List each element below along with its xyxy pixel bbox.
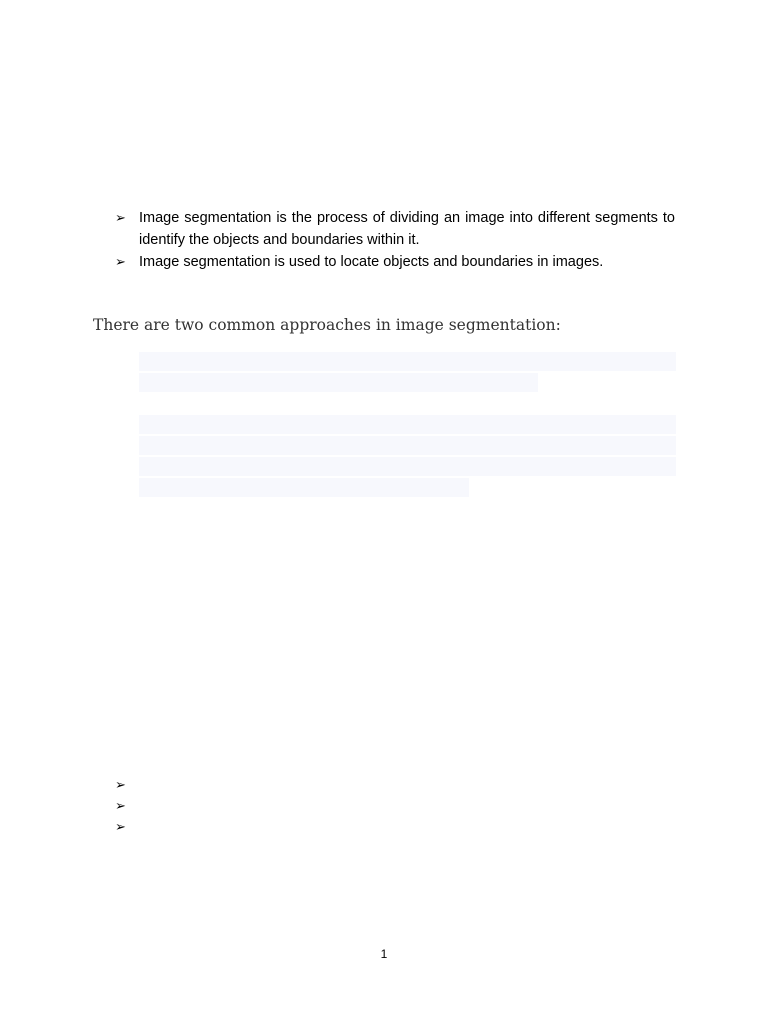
arrow-bullet-icon: ➢ <box>115 777 126 792</box>
arrow-bullet-icon: ➢ <box>115 254 126 269</box>
empty-bullet-list <box>115 774 126 837</box>
redacted-line <box>139 415 676 434</box>
bullet-list <box>115 207 675 273</box>
redacted-line <box>139 373 538 392</box>
empty-bullet-item <box>115 816 126 837</box>
bullet-text: Image segmentation is the process of dividing an image into different segments to identify the objects and boundaries within it. <box>139 210 675 248</box>
redacted-line <box>139 352 676 371</box>
bullet-item <box>115 251 675 273</box>
bullet-text: Image segmentation is used to locate objects and boundaries in images. <box>139 254 604 270</box>
arrow-bullet-icon: ➢ <box>115 819 126 834</box>
empty-bullet-item <box>115 774 126 795</box>
arrow-bullet-icon: ➢ <box>115 798 126 813</box>
redacted-line <box>139 457 676 476</box>
empty-bullet-item <box>115 795 126 816</box>
bullet-item <box>115 207 675 251</box>
page-number: 1 <box>380 947 388 961</box>
intro-paragraph: There are two common approaches in image segmentation: <box>93 316 561 334</box>
redacted-line <box>139 436 676 455</box>
arrow-bullet-icon: ➢ <box>115 210 126 225</box>
redacted-line <box>139 478 469 497</box>
